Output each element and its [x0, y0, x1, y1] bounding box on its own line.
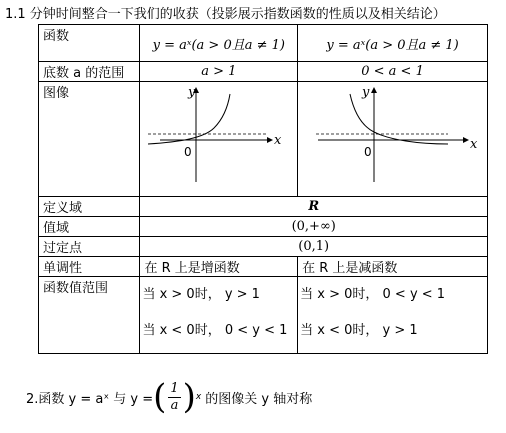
- graph-decreasing-cell: [298, 82, 488, 197]
- fixed-point-value: (0,1): [140, 237, 488, 257]
- value-range-increasing: [140, 277, 298, 354]
- exponential-properties-table: [38, 24, 488, 354]
- y-axis-label: y: [188, 85, 196, 100]
- label-function: 函数: [39, 25, 140, 62]
- symmetry-suffix: 的图像关 y 轴对称: [205, 391, 313, 407]
- monotonicity-decreasing: 在 R 上是减函数: [298, 257, 488, 277]
- section-heading: 1.1 分钟时间整合一下我们的收获（投影展示指数函数的性质以及相关结论）: [5, 7, 446, 22]
- base-range-increasing: a > 1: [140, 62, 298, 82]
- symmetry-note: [26, 377, 313, 417]
- fraction-one-over-a: [168, 381, 180, 414]
- row-function: [39, 25, 488, 62]
- label-base-range: 底数 a 的范围: [39, 62, 140, 82]
- row-range: [39, 217, 488, 237]
- origin-label: 0: [364, 145, 372, 159]
- y-axis-label: y: [362, 85, 370, 100]
- row-monotonicity: [39, 257, 488, 277]
- fraction-exponent: x: [195, 392, 202, 402]
- row-value-range: [39, 277, 488, 354]
- value-range-inc-line1: 当 x > 0时， y > 1: [142, 287, 260, 302]
- left-paren: (: [153, 377, 167, 417]
- domain-value: R: [140, 197, 488, 217]
- value-range-inc-line2: 当 x < 0时， 0 < y < 1: [142, 323, 288, 338]
- fraction-numerator: 1: [170, 380, 179, 396]
- graph-increasing-cell: [140, 82, 298, 197]
- value-range-decreasing: [298, 277, 488, 354]
- value-range-dec-line2: 当 x < 0时， y > 1: [300, 323, 418, 338]
- label-fixed-point: 过定点: [39, 237, 140, 257]
- label-range: 值域: [39, 217, 140, 237]
- row-domain: [39, 197, 488, 217]
- label-value-range: 函数值范围: [39, 277, 140, 354]
- symmetry-prefix: 2.函数 y = aˣ 与 y =: [26, 391, 154, 407]
- label-graph: 图像: [39, 82, 140, 197]
- row-graph: [39, 82, 488, 197]
- row-fixed-point: [39, 237, 488, 257]
- row-base-range: [39, 62, 488, 82]
- origin-label: 0: [184, 145, 193, 159]
- range-value: (0,+∞): [140, 217, 488, 237]
- label-monotonicity: 单调性: [39, 257, 140, 277]
- graph-decreasing: [298, 82, 478, 192]
- right-paren: ): [182, 377, 196, 417]
- increasing-curve: [148, 94, 230, 144]
- formula-a-lt-1: y = aˣ(a > 0且a ≠ 1): [298, 25, 488, 62]
- decreasing-curve: [350, 94, 448, 144]
- formula-a-gt-1: y = aˣ(a > 0且a ≠ 1): [140, 25, 298, 62]
- graph-increasing: [140, 82, 288, 192]
- fraction-denominator: a: [170, 397, 179, 413]
- value-range-dec-line1: 当 x > 0时， 0 < y < 1: [300, 287, 446, 302]
- label-domain: 定义域: [39, 197, 140, 217]
- monotonicity-increasing: 在 R 上是增函数: [140, 257, 298, 277]
- x-axis-label: x: [470, 137, 478, 152]
- x-axis-label: x: [274, 133, 282, 148]
- base-range-decreasing: 0 < a < 1: [298, 62, 488, 82]
